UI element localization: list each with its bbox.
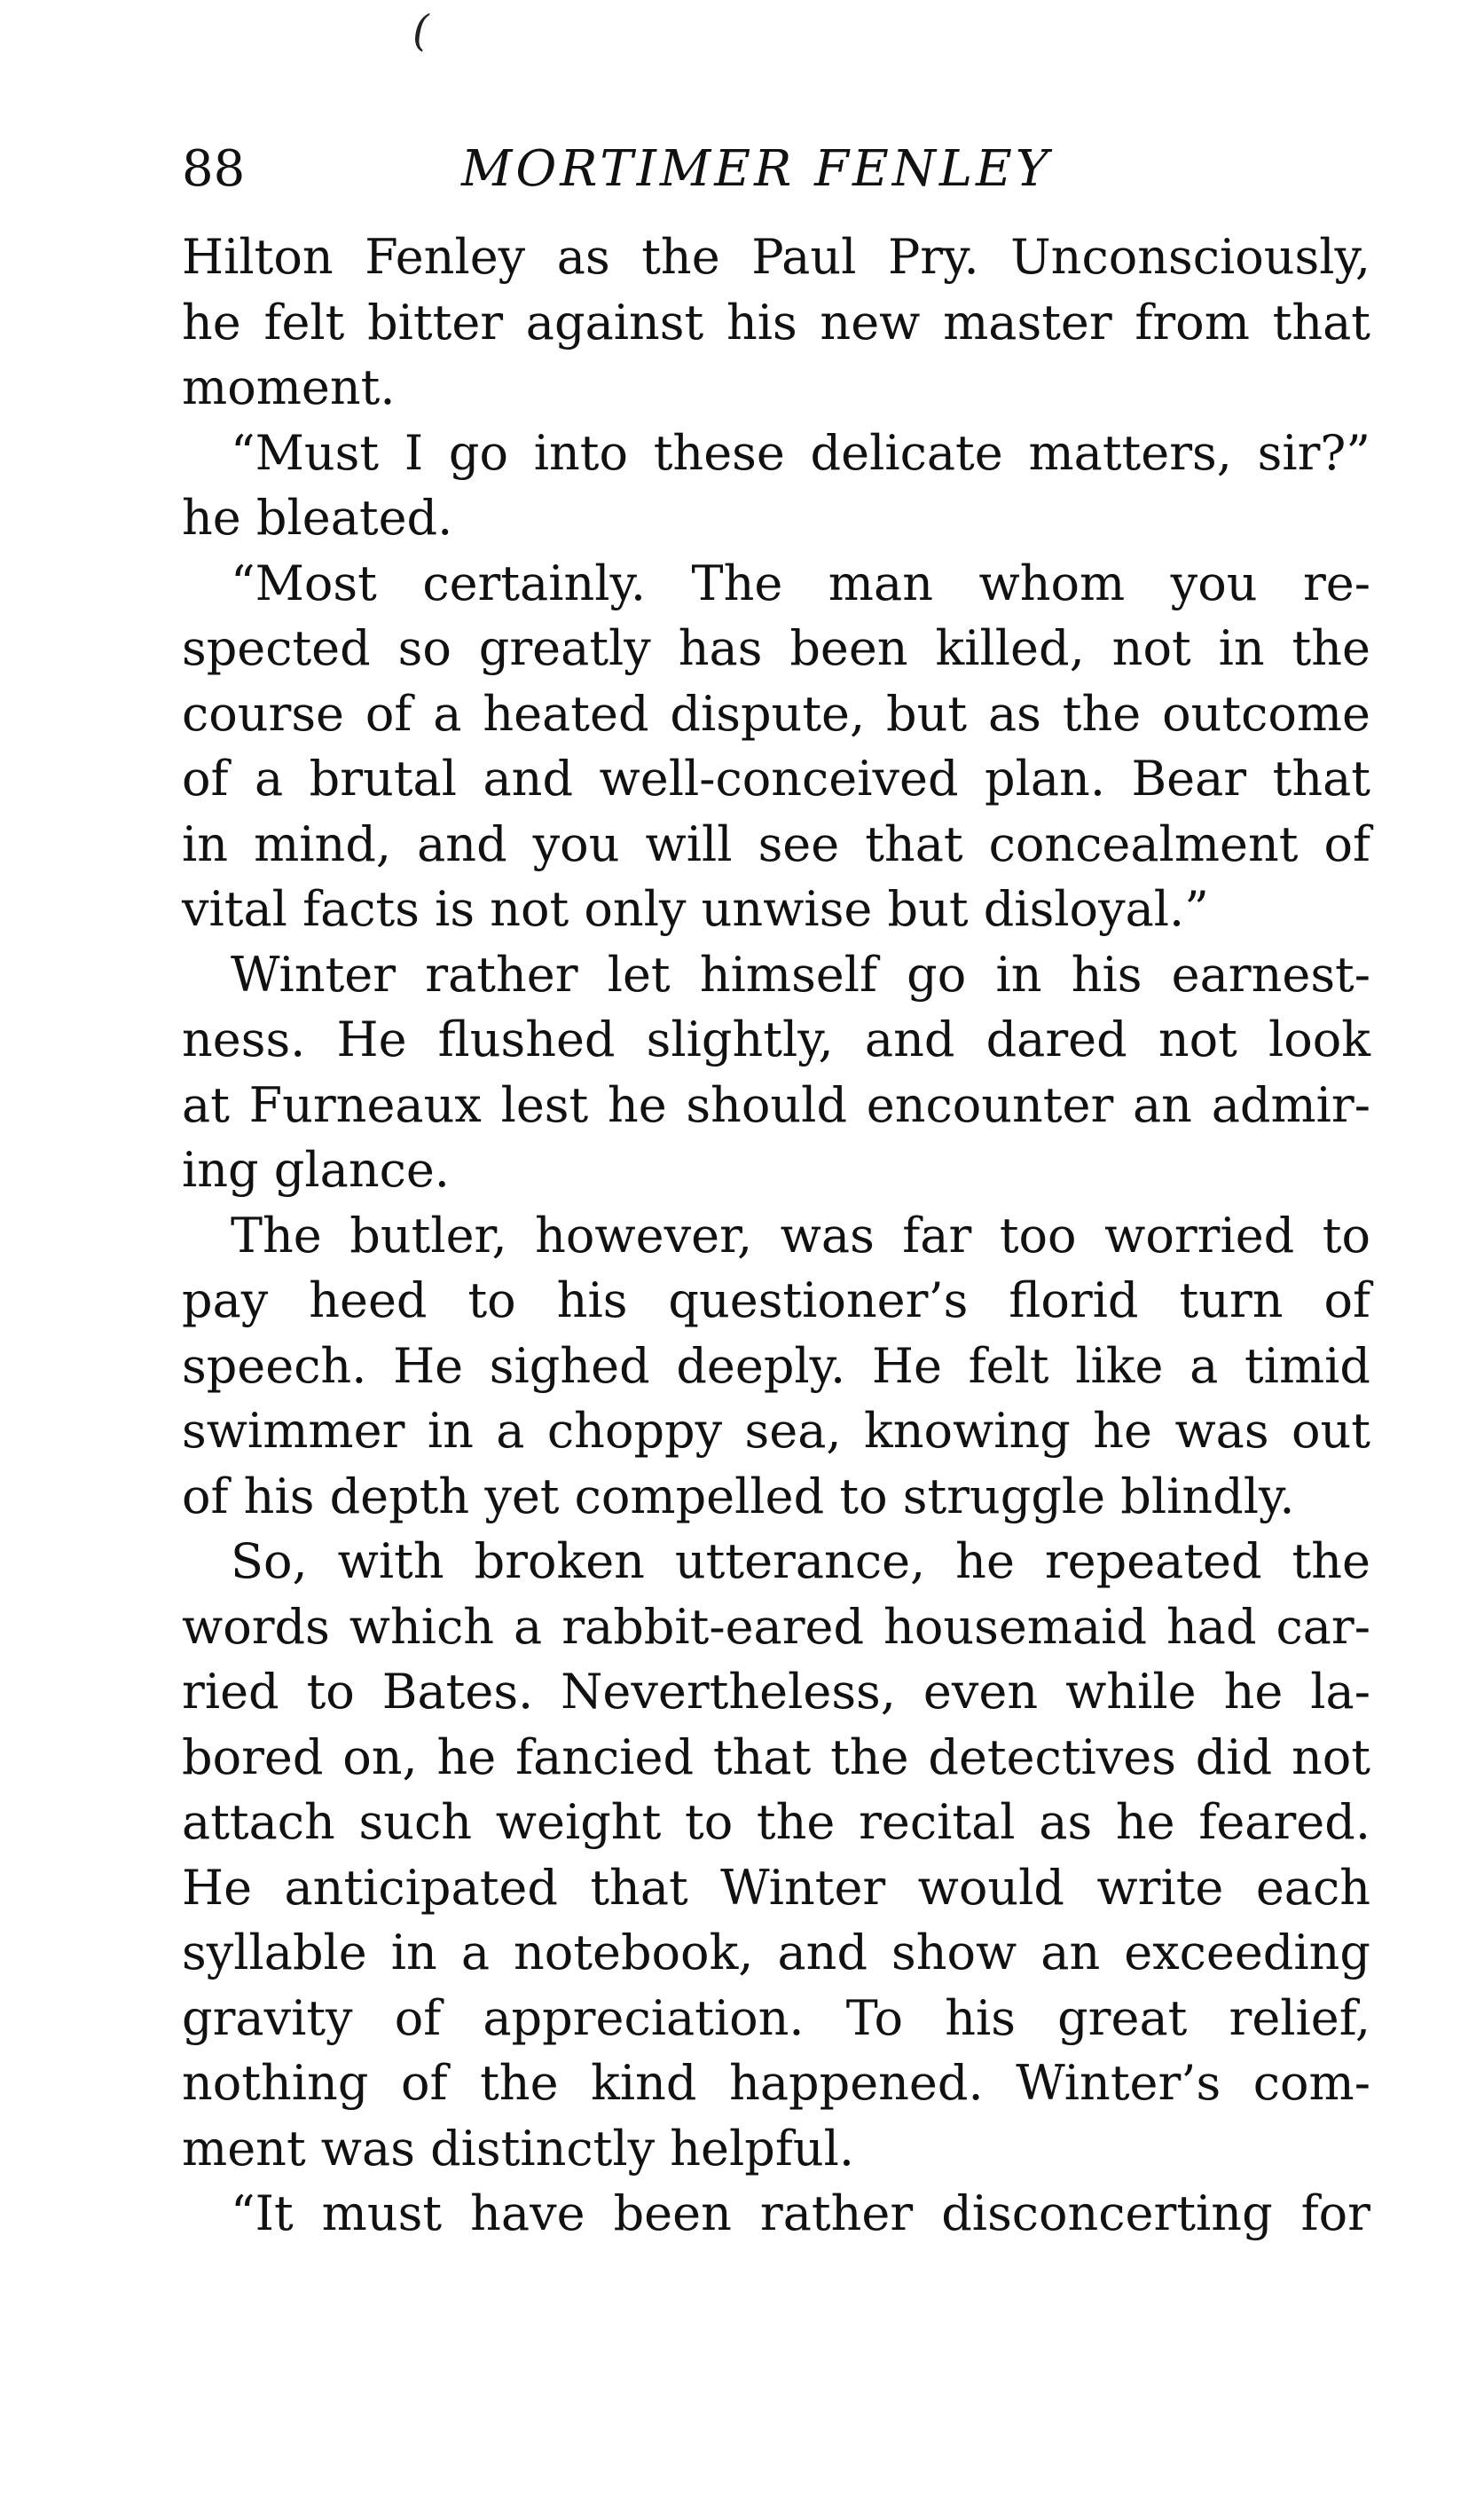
text-line: ness. He flushed slightly, and dared not look xyxy=(182,1012,1370,1067)
text-line: of his depth yet compelled to struggle blindly. xyxy=(182,1468,1295,1524)
stray-ink-mark: ( xyxy=(412,6,429,56)
text-line: “Most certainly. The man whom you re- xyxy=(231,555,1370,611)
text-line: vital facts is not only unwise but disloyal.” xyxy=(182,881,1209,937)
page-header xyxy=(182,133,1370,204)
text-line: “It must have been rather disconcerting for xyxy=(231,2185,1370,2241)
text-line: So, with broken utterance, he repeated the xyxy=(231,1533,1370,1589)
text-line: “Must I go into these delicate matters, sir?” xyxy=(231,424,1370,481)
text-line: swimmer in a choppy sea, knowing he was out xyxy=(182,1403,1370,1459)
text-line: ried to Bates. Nevertheless, even while he la- xyxy=(182,1664,1370,1720)
text-line: attach such weight to the recital as he feared. xyxy=(182,1794,1370,1850)
text-line: at Furneaux lest he should encounter an admir- xyxy=(182,1076,1370,1133)
text-line: ment was distinctly helpful. xyxy=(182,2120,855,2177)
text-line: words which a rabbit-eared housemaid had car- xyxy=(182,1598,1370,1655)
text-line: course of a heated dispute, but as the outcome xyxy=(182,685,1370,742)
text-line: The butler, however, was far too worried to xyxy=(231,1207,1370,1263)
text-line: he felt bitter against his new master from that xyxy=(182,294,1370,350)
running-head: MORTIMER FENLEY xyxy=(461,140,1052,198)
text-line: of a brutal and well-conceived plan. Bear that xyxy=(182,751,1370,807)
text-line: in mind, and you will see that concealment of xyxy=(182,815,1370,872)
text-line: spected so greatly has been killed, not in the xyxy=(182,620,1370,676)
text-line: pay heed to his questioner’s florid turn of xyxy=(182,1272,1370,1328)
text-line: gravity of appreciation. To his great relief, xyxy=(182,1989,1370,2046)
text-line: syllable in a notebook, and show an exceeding xyxy=(182,1925,1370,1980)
body-text xyxy=(182,224,1370,2247)
text-line: Hilton Fenley as the Paul Pry. Unconsciously, xyxy=(182,229,1370,285)
text-line: speech. He sighed deeply. He felt like a timid xyxy=(182,1337,1370,1394)
text-line: nothing of the kind happened. Winter’s com- xyxy=(182,2055,1370,2111)
text-line: Winter rather let himself go in his earnest- xyxy=(231,946,1370,1003)
text-line: He anticipated that Winter would write each xyxy=(182,1859,1370,1916)
page-number: 88 xyxy=(182,140,246,198)
text-line: he bleated. xyxy=(182,490,453,546)
text-line: ing glance. xyxy=(182,1142,450,1198)
text-line: moment. xyxy=(182,359,396,415)
text-line: bored on, he fancied that the detectives did not xyxy=(182,1728,1370,1785)
